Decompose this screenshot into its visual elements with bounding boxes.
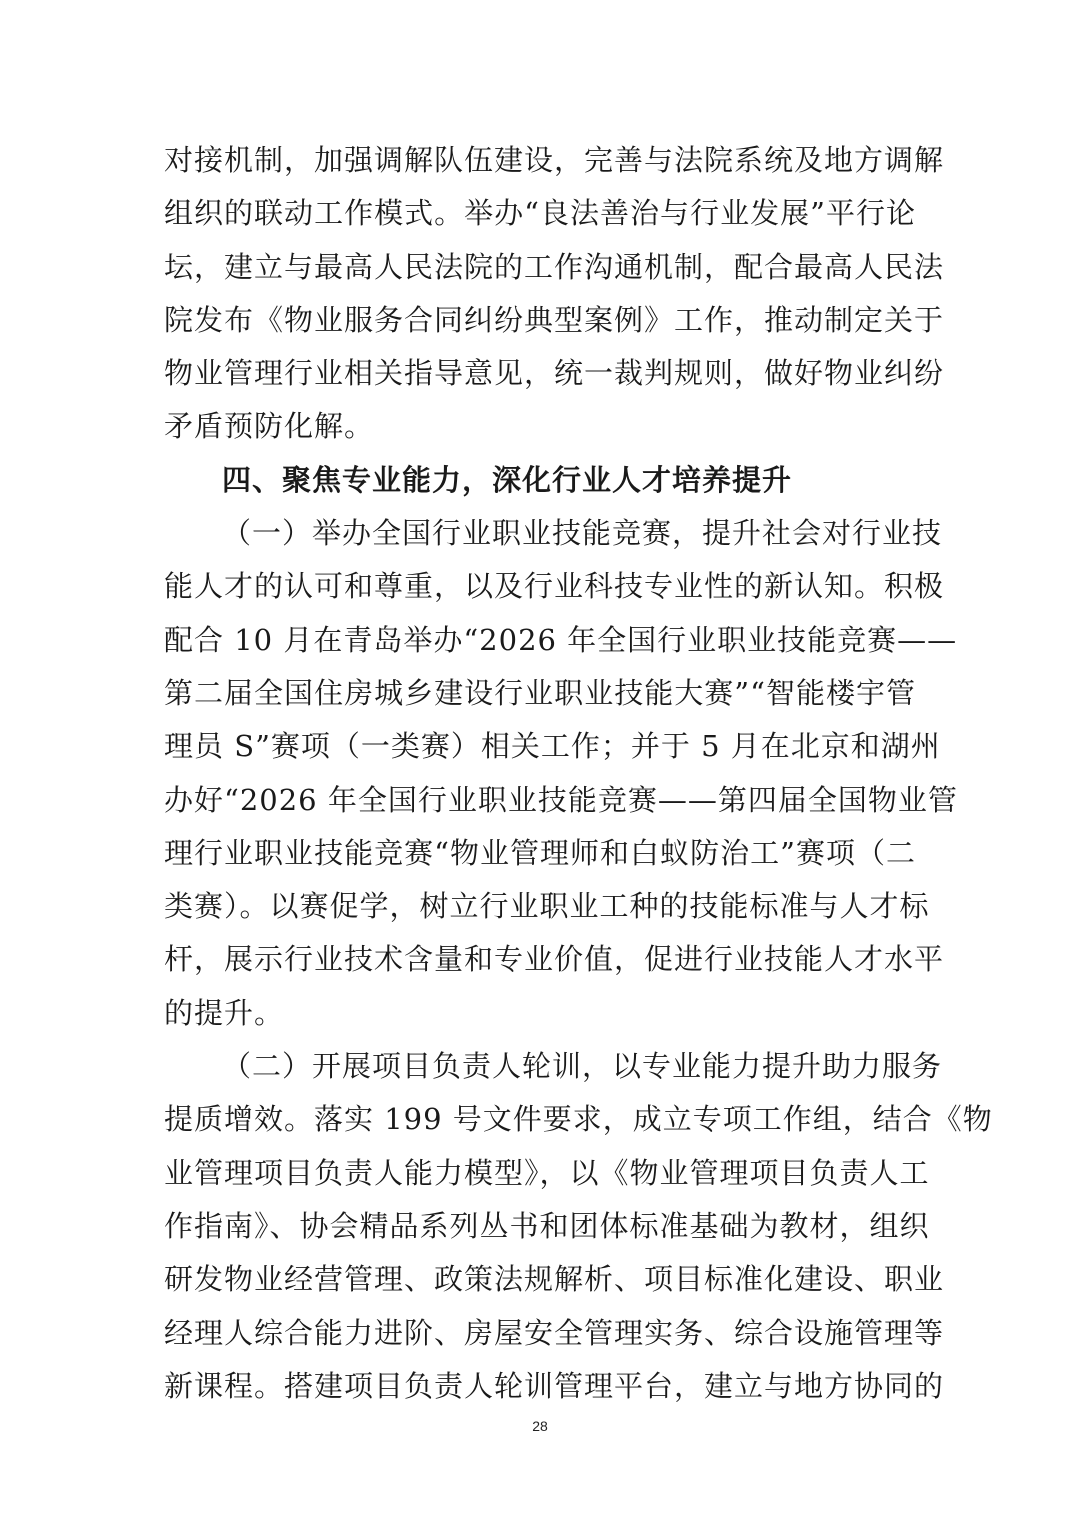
text-line: 提质增效。落实 199 号文件要求，成立专项工作组，结合《物 — [164, 1102, 993, 1137]
text-line: 物业管理行业相关指导意见，统一裁判规则，做好物业纠纷 — [164, 356, 945, 391]
text-line: 院发布《物业服务合同纠纷典型案例》工作，推动制定关于 — [164, 302, 945, 337]
text-line: 理员 S”赛项（一类赛）相关工作；并于 5 月在北京和湖州 — [164, 729, 941, 764]
text-line: 作指南》、协会精品系列丛书和团体标准基础为教材，组织 — [164, 1208, 930, 1243]
text-line: 配合 10 月在青岛举办“2026 年全国行业职业技能竞赛—— — [164, 622, 958, 657]
text-line: 坛，建立与最高人民法院的工作沟通机制，配合最高人民法 — [164, 249, 945, 284]
text-line: 新课程。搭建项目负责人轮训管理平台，建立与地方协同的 — [164, 1368, 945, 1403]
paragraph-project-lead-training — [164, 1040, 993, 1413]
text-line: 经理人综合能力进阶、房屋安全管理实务、综合设施管理等 — [164, 1315, 945, 1350]
text-line: （二）开展项目负责人轮训，以专业能力提升助力服务 — [222, 1049, 943, 1084]
text-line: 对接机制，加强调解队伍建设，完善与法院系统及地方调解 — [164, 143, 945, 177]
text-line: 的提升。 — [164, 995, 285, 1030]
text-line: 研发物业经营管理、政策法规解析、项目标准化建设、职业 — [164, 1262, 945, 1297]
section-heading: 四、聚焦专业能力，深化行业人才培养提升 — [222, 462, 793, 497]
text-line: 矛盾预防化解。 — [164, 409, 375, 444]
page-number: 28 — [532, 1418, 548, 1434]
text-line: 能人才的认可和尊重，以及行业科技专业性的新认知。积极 — [164, 569, 945, 604]
document-body — [164, 134, 993, 1413]
paragraph-skills-competition — [164, 507, 958, 1040]
text-line: 杆，展示行业技术含量和专业价值，促进行业技能人才水平 — [164, 942, 945, 977]
text-line: （一）举办全国行业职业技能竞赛，提升社会对行业技 — [222, 516, 943, 551]
text-line: 第二届全国住房城乡建设行业职业技能大赛”“智能楼宇管 — [164, 675, 916, 710]
text-line: 类赛）。以赛促学，树立行业职业工种的技能标准与人才标 — [164, 889, 930, 924]
text-line: 业管理项目负责人能力模型》，以《物业管理项目负责人工 — [164, 1155, 930, 1190]
text-line: 组织的联动工作模式。举办“良法善治与行业发展”平行论 — [164, 196, 916, 231]
text-line: 办好“2026 年全国行业职业技能竞赛——第四届全国物业管 — [164, 782, 958, 817]
text-line: 理行业职业技能竞赛“物业管理师和白蚁防治工”赛项（二 — [164, 835, 916, 870]
paragraph-mediation — [164, 134, 945, 454]
